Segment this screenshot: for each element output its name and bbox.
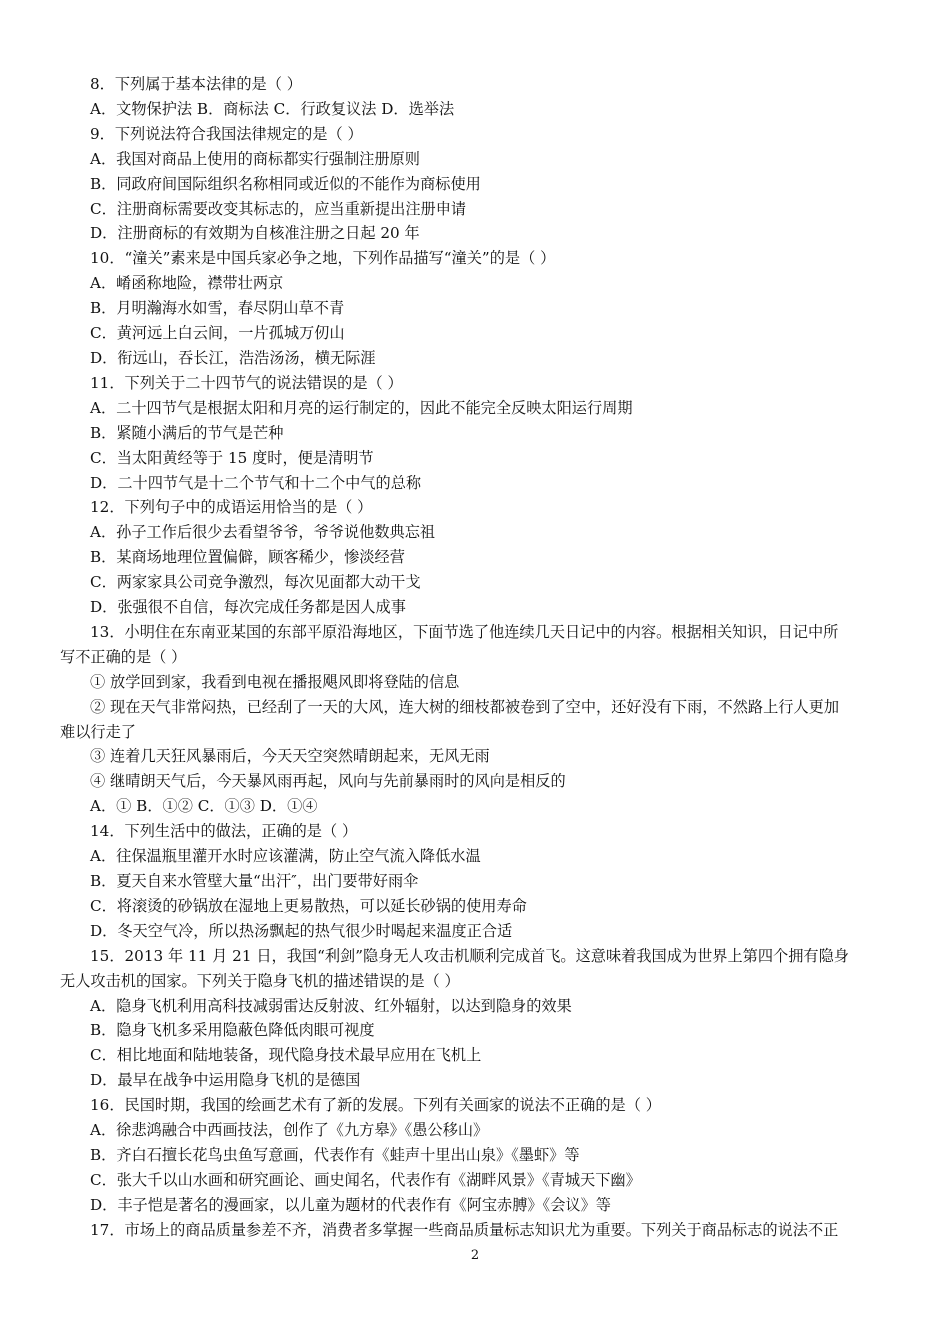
text-line: A．文物保护法 B．商标法 C．行政复议法 D．选举法 [90, 99, 455, 118]
text-line: C．相比地面和陆地装备，现代隐身技术最早应用在飞机上 [90, 1046, 482, 1065]
text-line: 10．“潼关”素来是中国兵家必争之地，下列作品描写“潼关”的是（ ） [90, 249, 556, 268]
text-line: D．二十四节气是十二个节气和十二个中气的总称 [90, 473, 422, 492]
text-line: C．两家家具公司竞争激烈，每次见面都大动干戈 [90, 573, 421, 592]
text-line: A．孙子工作后很少去看望爷爷，爷爷说他数典忘祖 [90, 523, 436, 542]
text-line: A．我国对商品上使用的商标都实行强制注册原则 [90, 149, 420, 168]
text-line: A．崤函称地险，襟带壮两京 [90, 274, 284, 293]
text-line: 11．下列关于二十四节气的说法错误的是（ ） [90, 373, 403, 392]
text-line: 8．下列属于基本法律的是（ ） [90, 75, 302, 93]
text-line: 17．市场上的商品质量参差不齐，消费者多掌握一些商品质量标志知识尤为重要。下列关于商品标志的说法不正 [90, 1220, 839, 1239]
text-line: B．同政府间国际组织名称相同或近似的不能作为商标使用 [90, 174, 481, 193]
text-line: 16．民国时期，我国的绘画艺术有了新的发展。下列有关画家的说法不正确的是（ ） [90, 1096, 661, 1115]
text-line: B．夏天自来水管壁大量“出汗″，出门要带好雨伞 [90, 872, 419, 890]
page-number: 2 [470, 1248, 480, 1263]
text-line: D．冬天空气冷，所以热汤飘起的热气很少时喝起来温度正合适 [90, 921, 513, 940]
text-line: 写不正确的是（ ） [60, 647, 187, 666]
text-line: D．最早在战争中运用隐身飞机的是德国 [90, 1071, 361, 1090]
text-line: B．隐身飞机多采用隐蔽色降低肉眼可视度 [90, 1021, 375, 1040]
text-line: B．齐白石擅长花鸟虫鱼写意画，代表作有《蛙声十里出山泉》《墨虾》等 [90, 1145, 580, 1164]
text-line: B．月明瀚海水如雪，春尽阴山草不青 [90, 299, 345, 318]
text-line: ① 放学回到家，我看到电视在播报飓风即将登陆的信息 [90, 672, 460, 691]
text-line: B．某商场地理位置偏僻，顾客稀少，惨淡经营 [90, 548, 405, 567]
text-line: 13．小明住在东南亚某国的东部平原沿海地区，下面节选了他连续几天日记中的内容。根据相关知识，日记中所 [90, 622, 839, 641]
text-line: C．注册商标需要改变其标志的，应当重新提出注册申请 [90, 199, 467, 218]
text-line: A．① B．①② C．①③ D．①④ [90, 797, 318, 816]
text-line: A．隐身飞机利用高科技减弱雷达反射波、红外辐射，以达到隐身的效果 [90, 996, 572, 1015]
text-line: 12．下列句子中的成语运用恰当的是（ ） [90, 498, 373, 517]
text-line: D．衔远山，吞长江，浩浩汤汤，横无际涯 [90, 348, 376, 367]
text-line: 14．下列生活中的做法，正确的是（ ） [90, 822, 358, 841]
text-line: 15．2013 年 11 月 21 日，我国“利剑”隐身无人攻击机顺利完成首飞。这意味着我国成为世界上第四个拥有隐身 [90, 946, 849, 965]
text-line: C．黄河远上白云间，一片孤城万仞山 [90, 324, 345, 343]
document-body [60, 72, 895, 1243]
text-line: C．张大千以山水画和研究画论、画史闻名，代表作有《湖畔风景》《青城天下幽》 [90, 1170, 641, 1189]
text-line: 9．下列说法符合我国法律规定的是（ ） [90, 124, 363, 143]
text-line: ④ 继晴朗天气后，今天暴风雨再起，风向与先前暴雨时的风向是相反的 [90, 772, 566, 791]
text-line: A．徐悲鸿融合中西画技法，创作了《九方皋》《愚公移山》 [90, 1121, 489, 1140]
text-line: B．紧随小满后的节气是芒种 [90, 423, 284, 442]
text-line: 无人攻击机的国家。下列关于隐身飞机的描述错误的是（ ） [60, 971, 460, 990]
text-line: D．张强很不自信，每次完成任务都是因人成事 [90, 598, 406, 617]
text-line: 难以行走了 [60, 722, 136, 741]
text-line: A．二十四节气是根据太阳和月亮的运行制定的，因此不能完全反映太阳运行周期 [90, 398, 633, 417]
text-line: A．往保温瓶里灌开水时应该灌满，防止空气流入降低水温 [90, 847, 481, 866]
text-line: ③ 连着几天狂风暴雨后，今天天空突然晴朗起来，无风无雨 [90, 747, 490, 766]
text-line: ② 现在天气非常闷热，已经刮了一天的大风，连大树的细枝都被卷到了空中，还好没有下雨，不然路上行人更加 [90, 697, 840, 716]
text-line: C．将滚烫的砂锅放在湿地上更易散热，可以延长砂锅的使用寿命 [90, 896, 527, 915]
text-line: C．当太阳黄经等于 15 度时，便是清明节 [90, 448, 374, 467]
text-line: D．丰子恺是著名的漫画家，以儿童为题材的代表作有《阿宝赤膊》《会议》等 [90, 1195, 611, 1214]
text-line: D．注册商标的有效期为自核准注册之日起 20 年 [90, 224, 420, 243]
